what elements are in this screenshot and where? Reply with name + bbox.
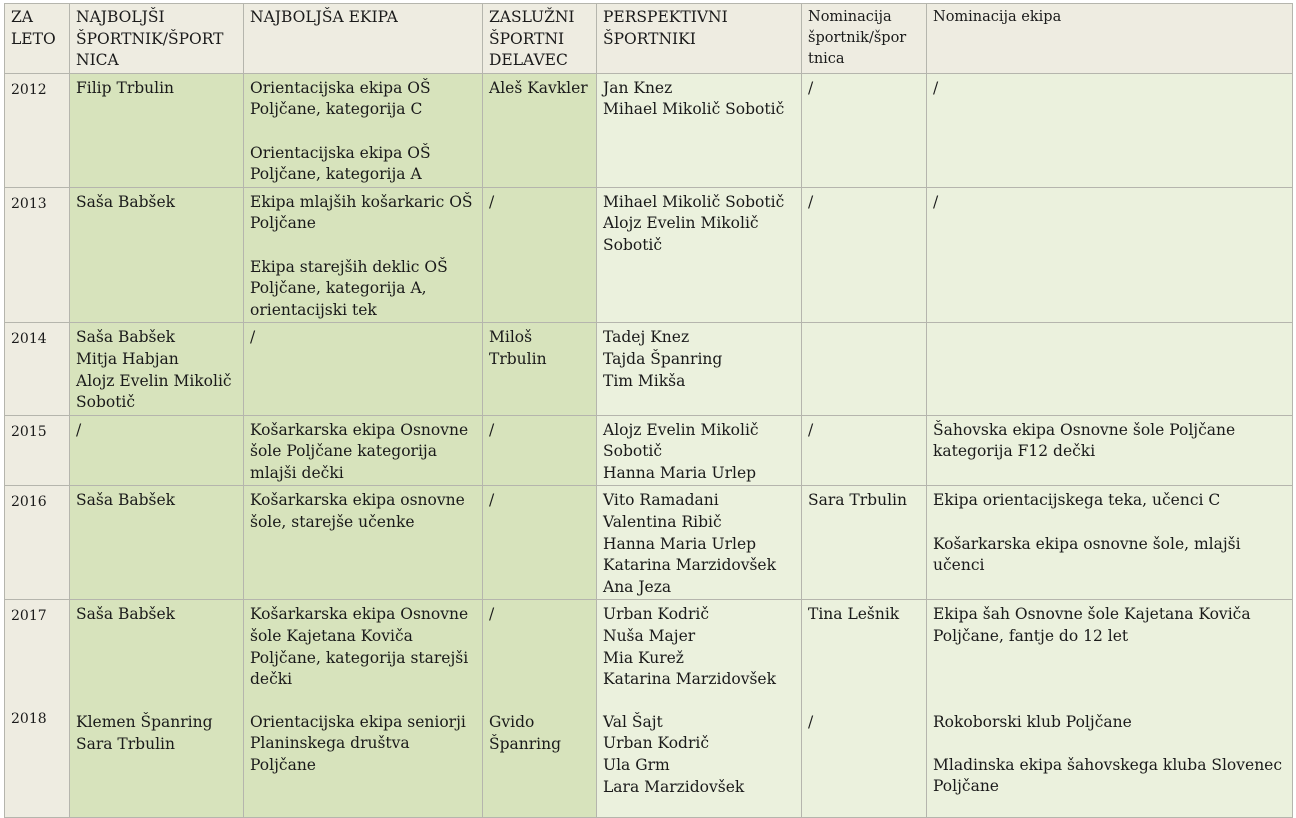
cell-line: Tina Lešnik xyxy=(808,605,900,624)
year-cell: 2013 xyxy=(5,187,70,323)
sports-awards-table xyxy=(4,3,1293,818)
prospects-cell xyxy=(597,600,802,818)
nomination-team-cell xyxy=(927,415,1293,486)
cell-line: Saša Babšek xyxy=(76,491,176,510)
cell-line: Španring xyxy=(489,734,562,753)
worker-cell xyxy=(483,323,597,415)
header-year xyxy=(5,4,70,74)
prospects-cell xyxy=(597,486,802,600)
cell-line: Poljčane, fantje do 12 let xyxy=(933,627,1129,646)
cell-line: Trbulin xyxy=(489,349,547,368)
year-cell xyxy=(5,600,70,818)
cell-line: Poljčane, kategorija C xyxy=(250,100,423,119)
cell-line: Klemen Španring xyxy=(76,713,213,732)
athlete-cell xyxy=(70,73,244,187)
cell-line: šole Kajetana Koviča xyxy=(250,627,413,646)
team-cell xyxy=(244,600,483,818)
athlete-cell xyxy=(70,323,244,415)
prospects-cell xyxy=(597,73,802,187)
cell-line: Košarkarska ekipa osnovne šole, mlajši xyxy=(933,534,1241,553)
cell-line: / xyxy=(489,491,495,510)
cell-line: / xyxy=(808,420,814,439)
worker-cell xyxy=(483,73,597,187)
cell-line: Ula Grm xyxy=(603,756,670,774)
cell-line: ŠPORTNIK/ŠPORT xyxy=(76,29,224,48)
table-row xyxy=(5,600,1293,818)
cell-line: Orientacijska ekipa OŠ xyxy=(250,143,431,162)
cell-line: / xyxy=(933,192,939,211)
cell-line: Planinskega društva xyxy=(250,734,410,753)
cell-line: orientacijski tek xyxy=(250,300,377,319)
cell-line: Valentina Ribič xyxy=(603,513,722,532)
nomination-team-cell xyxy=(927,486,1293,600)
cell-line: Miloš xyxy=(489,328,533,347)
nomination-athlete-cell xyxy=(802,486,927,600)
cell-line: Aleš Kavkler xyxy=(489,78,588,97)
nomination-athlete-cell xyxy=(802,323,927,415)
cell-line: Filip Trbulin xyxy=(76,78,175,97)
cell-line: Sara Trbulin xyxy=(76,734,175,753)
worker-cell xyxy=(483,486,597,600)
year-cell: 2012 xyxy=(5,73,70,187)
cell-line: ZA xyxy=(11,8,33,26)
header-row xyxy=(5,4,1293,74)
cell-line: / xyxy=(76,420,82,439)
cell-line: Ekipa šah Osnovne šole Kajetana Koviča xyxy=(933,605,1251,624)
nomination-athlete-cell xyxy=(802,600,927,818)
table-row xyxy=(5,323,1293,415)
cell-line: Katarina Marzidovšek xyxy=(603,556,776,575)
cell-line: Sobotič xyxy=(76,393,136,412)
year-2018: 2018 xyxy=(11,711,47,728)
cell-line: Saša Babšek xyxy=(76,192,176,211)
nomination-athlete-cell xyxy=(802,415,927,486)
cell-line: Košarkarska ekipa Osnovne xyxy=(250,420,469,439)
cell-line: učenci xyxy=(933,556,985,575)
cell-line: / xyxy=(489,605,495,624)
cell-line: / xyxy=(489,420,495,439)
cell-line: Lara Marzidovšek xyxy=(603,777,745,796)
cell-line: Mihael Mikolič Sobotič xyxy=(603,192,785,211)
cell-line: Nuša Majer xyxy=(603,627,696,646)
cell-line: Poljčane xyxy=(250,214,316,233)
cell-line: Ekipa mlajših košarkaric OŠ xyxy=(250,192,473,211)
worker-cell xyxy=(483,600,597,818)
cell-line: Košarkarska ekipa osnovne xyxy=(250,491,465,510)
header-merit-worker xyxy=(483,4,597,74)
cell-line: Mihael Mikolič Sobotič xyxy=(603,100,785,119)
cell-line: Alojz Evelin Mikolič xyxy=(76,371,232,390)
header-best-athlete xyxy=(70,4,244,74)
cell-line: Val Šajt xyxy=(603,712,663,731)
nomination-team-cell xyxy=(927,73,1293,187)
cell-line: / xyxy=(933,78,939,97)
cell-line: Jan Knez xyxy=(603,78,673,97)
table-row xyxy=(5,486,1293,600)
cell-line: / xyxy=(808,78,814,97)
cell-line: ZASLUŽNI xyxy=(489,8,575,26)
cell-line: Poljčane xyxy=(250,756,316,774)
nomination-athlete-cell xyxy=(802,73,927,187)
header-prospective-athletes xyxy=(597,4,802,74)
cell-line: ŠPORTNIKI xyxy=(603,29,696,48)
team-cell xyxy=(244,323,483,415)
worker-cell xyxy=(483,415,597,486)
cell-line: športnik/špor xyxy=(808,30,907,46)
cell-line: Rokoborski klub Poljčane xyxy=(933,712,1132,731)
cell-line: Košarkarska ekipa Osnovne xyxy=(250,605,469,624)
cell-line: Ekipa orientacijskega teka, učenci C xyxy=(933,491,1221,510)
cell-line: DELAVEC xyxy=(489,51,568,70)
cell-line: Tajda Španring xyxy=(603,349,723,368)
cell-line: tnica xyxy=(808,51,845,67)
team-cell xyxy=(244,73,483,187)
cell-line: Vito Ramadani xyxy=(603,491,719,510)
cell-line: ŠPORTNI xyxy=(489,29,565,48)
cell-line: / xyxy=(808,713,814,732)
header-best-team xyxy=(244,4,483,74)
athlete-cell xyxy=(70,187,244,323)
nomination-team-cell xyxy=(927,187,1293,323)
cell-line: Sara Trbulin xyxy=(808,491,907,510)
nomination-athlete-cell xyxy=(802,187,927,323)
cell-line: Poljčane, kategorija A xyxy=(250,165,422,184)
team-cell xyxy=(244,486,483,600)
cell-line: / xyxy=(808,192,814,211)
cell-line: / xyxy=(250,328,256,347)
cell-line: Ekipa starejših deklic OŠ xyxy=(250,257,448,276)
cell-line: šole Poljčane kategorija xyxy=(250,442,437,461)
table-row xyxy=(5,187,1293,323)
table-row xyxy=(5,415,1293,486)
cell-line: Saša Babšek xyxy=(76,605,176,624)
cell-line: Urban Kodrič xyxy=(603,605,710,624)
athlete-cell xyxy=(70,600,244,818)
prospects-cell xyxy=(597,323,802,415)
prospects-cell xyxy=(597,187,802,323)
table-row xyxy=(5,73,1293,187)
header-nomination-athlete xyxy=(802,4,927,74)
cell-line: Mia Kurež xyxy=(603,648,684,667)
cell-line: Saša Babšek xyxy=(76,328,176,347)
cell-line: Hanna Maria Urlep xyxy=(603,463,757,482)
cell-line: kategorija F12 dečki xyxy=(933,442,1096,461)
cell-line: Hanna Maria Urlep xyxy=(603,534,757,553)
prospects-cell xyxy=(597,415,802,486)
year-cell: 2016 xyxy=(5,486,70,600)
athlete-cell xyxy=(70,486,244,600)
cell-line: Sobotič xyxy=(603,442,663,461)
cell-line xyxy=(250,235,477,257)
cell-line: Tadej Knez xyxy=(603,328,690,347)
cell-line: Mladinska ekipa šahovskega kluba Slovenec xyxy=(933,755,1283,774)
cell-line: Orientacijska ekipa OŠ xyxy=(250,78,431,97)
cell-line: NICA xyxy=(76,51,119,70)
cell-line: Nominacija xyxy=(808,9,892,25)
cell-line: Nominacija ekipa xyxy=(933,9,1062,25)
cell-line: Šahovska ekipa Osnovne šole Poljčane xyxy=(933,420,1236,439)
cell-line xyxy=(933,512,1287,534)
athlete-cell xyxy=(70,415,244,486)
cell-line: / xyxy=(489,192,495,211)
nomination-team-cell xyxy=(927,600,1293,818)
cell-line: Tim Mikša xyxy=(603,371,686,390)
worker-cell xyxy=(483,187,597,323)
cell-line: NAJBOLJŠI xyxy=(76,8,165,26)
cell-line: Urban Kodrič xyxy=(603,734,710,753)
cell-line: Poljčane, kategorija A, xyxy=(250,279,427,298)
cell-line: Poljčane, kategorija starejši xyxy=(250,648,469,667)
nomination-team-cell xyxy=(927,323,1293,415)
cell-line: Sobotič xyxy=(603,235,663,254)
cell-line: Gvido xyxy=(489,713,535,732)
header-nomination-team xyxy=(927,4,1293,74)
cell-line: šole, starejše učenke xyxy=(250,513,415,532)
year-cell: 2014 xyxy=(5,323,70,415)
cell-line xyxy=(933,733,1287,755)
cell-line: Ana Jeza xyxy=(603,577,672,596)
cell-line: mlajši dečki xyxy=(250,463,344,482)
team-cell xyxy=(244,415,483,486)
cell-line: LETO xyxy=(11,29,56,48)
cell-line xyxy=(250,121,477,143)
cell-line: Mitja Habjan xyxy=(76,349,179,368)
cell-line: dečki xyxy=(250,670,293,689)
cell-line: Orientacijska ekipa seniorji xyxy=(250,712,466,731)
cell-line: Poljčane xyxy=(933,777,999,796)
cell-line: NAJBOLJŠA EKIPA xyxy=(250,8,398,26)
team-cell xyxy=(244,187,483,323)
year-cell: 2015 xyxy=(5,415,70,486)
cell-line: PERSPEKTIVNI xyxy=(603,8,728,26)
cell-line: Alojz Evelin Mikolič xyxy=(603,420,759,439)
year-2017: 2017 xyxy=(11,608,47,625)
cell-line: Alojz Evelin Mikolič xyxy=(603,214,759,233)
cell-line: Katarina Marzidovšek xyxy=(603,670,776,689)
